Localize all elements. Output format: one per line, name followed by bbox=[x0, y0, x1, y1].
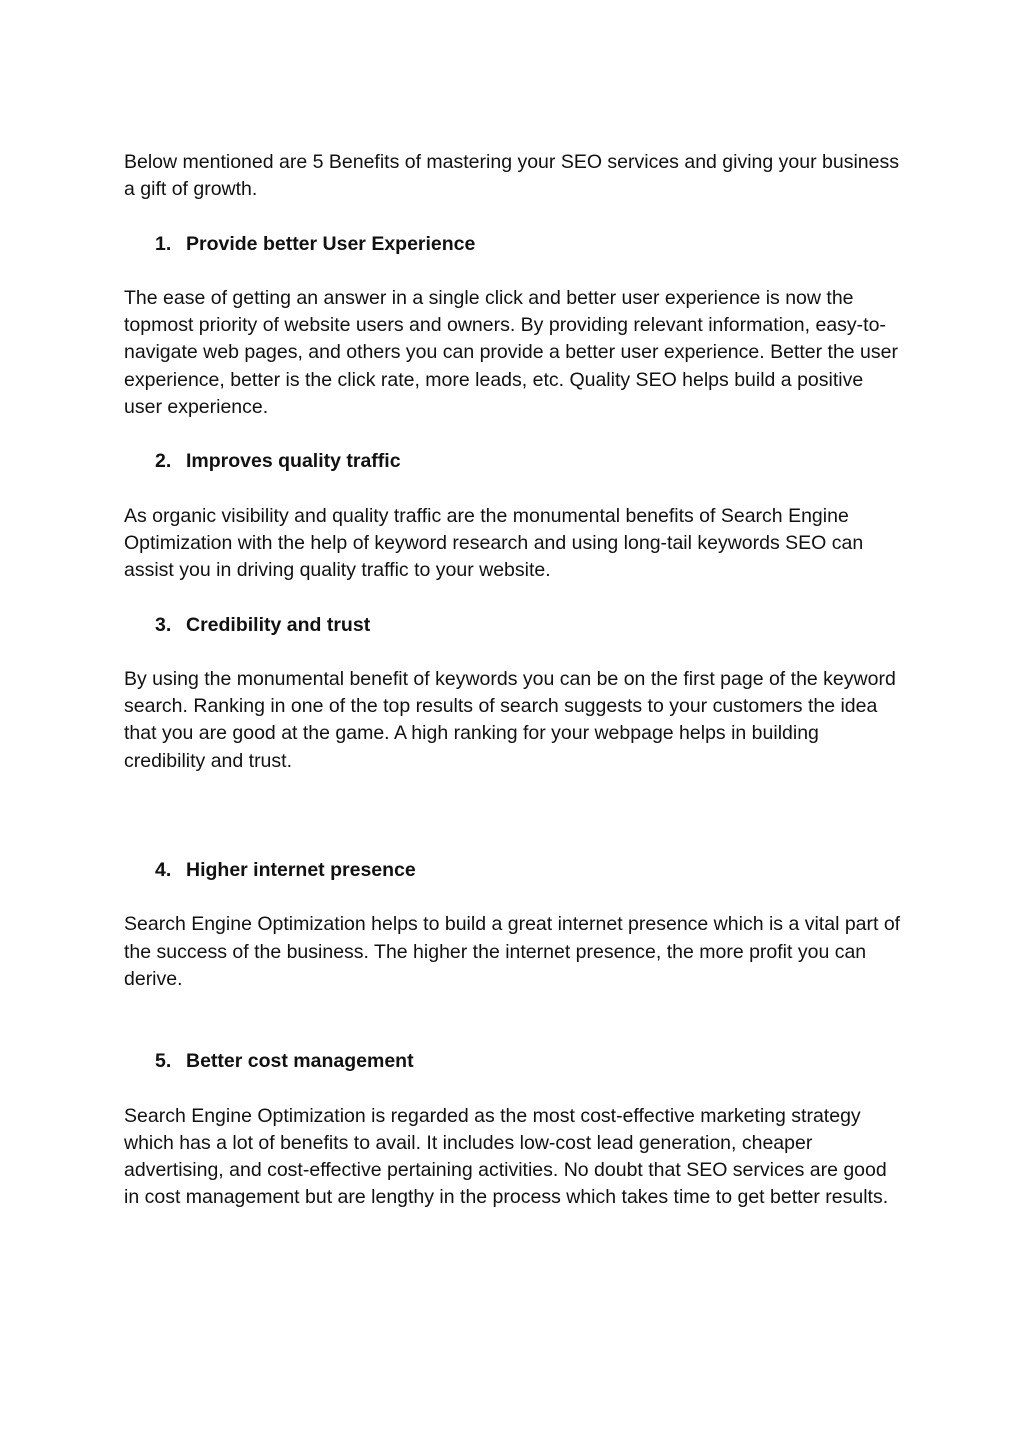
section-heading-quality-traffic bbox=[124, 448, 904, 475]
section-heading-cost-management bbox=[124, 1048, 904, 1075]
section-body-user-experience: The ease of getting an answer in a single click and better user experience is now the topmost priority of website users and owners. By providing relevant information, easy-to-navigate web pages, and others you can provide a better user experience. Better the user experience, better is the click rate, more leads, etc. Quality SEO helps build a positive user experience. bbox=[124, 286, 898, 419]
section-title: Improves quality traffic bbox=[186, 450, 401, 473]
intro-paragraph: Below mentioned are 5 Benefits of mastering your SEO services and giving your business a gift of growth. bbox=[124, 151, 899, 201]
section-title: Provide better User Experience bbox=[186, 232, 476, 255]
section-body-quality-traffic: As organic visibility and quality traffic are the monumental benefits of Search Engine Optimization with the help of keyword research and using long-tail keywords SEO can assist you in driving quality traffic to your website. bbox=[124, 504, 864, 582]
section-title: Higher internet presence bbox=[186, 859, 416, 882]
section-heading-internet-presence bbox=[124, 857, 904, 884]
blank-space bbox=[124, 1020, 904, 1048]
blank-space bbox=[124, 802, 904, 857]
document-page bbox=[124, 149, 904, 1239]
section-heading-user-experience bbox=[124, 231, 904, 258]
section-body-cost-management: Search Engine Optimization is regarded as the most cost-effective marketing strategy which has a lot of benefits to avail. It includes low-cost lead generation, cheaper advertising, and cost-effective pertaining activities. No doubt that SEO services are good in cost management but are lengthy in the process which takes time to get better results. bbox=[124, 1104, 889, 1209]
section-body-internet-presence: Search Engine Optimization helps to build a great internet presence which is a vital part of the success of the business. The higher the internet presence, the more profit you can derive. bbox=[124, 913, 901, 990]
section-title: Credibility and trust bbox=[186, 613, 371, 636]
list-number: 2. bbox=[155, 450, 172, 473]
list-number: 1. bbox=[155, 232, 172, 255]
section-heading-credibility bbox=[124, 612, 904, 639]
section-title: Better cost management bbox=[186, 1050, 414, 1073]
section-body-credibility: By using the monumental benefit of keywords you can be on the first page of the keyword search. Ranking in one of the top results of search suggests to your customers the idea that you are good at the game. A high ranking for your webpage helps in building credibility and trust. bbox=[124, 667, 896, 772]
list-number: 4. bbox=[155, 859, 172, 882]
list-number: 5. bbox=[155, 1050, 172, 1073]
list-number: 3. bbox=[155, 613, 172, 636]
